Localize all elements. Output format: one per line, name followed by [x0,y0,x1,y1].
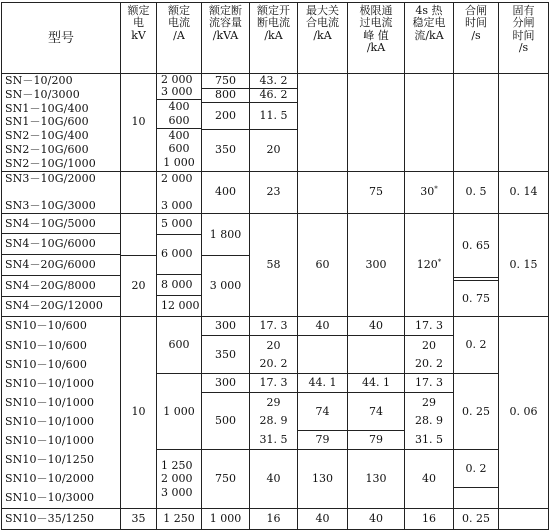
close-time-value: 0. 65 [454,214,498,278]
model-cell: SN－10/200 SN－10/3000 SN1－10G/400 SN1－10G/600 SN2－10G/400 SN2－10G/600 SN2－10G/1000 [2,74,121,172]
close-time-cell [454,213,499,316]
close-time-value: 0. 75 [462,291,490,305]
making-cell: 60 [298,213,348,316]
header-making [298,3,348,74]
capacity-value: 350 [202,336,249,374]
capacity-subtable [202,74,249,170]
voltage-subtable [121,214,156,316]
capacity-value: 800 [202,88,249,102]
table-row [2,171,549,213]
close-time-cell [454,316,499,508]
voltage-empty [121,214,156,256]
making-value: 44. 1 [298,374,347,393]
thermal-value: 20. 2 [405,355,453,374]
breaking-subtable [250,74,297,170]
close-time-subtable [454,214,498,316]
header-current [157,3,202,74]
voltage-cell: 10 [121,316,157,508]
header-breaking [250,3,298,74]
capacity-value: 3 000 [209,279,242,293]
breaking-value: 20. 2 [250,355,297,374]
header-text: /s [471,28,481,42]
header-peak [348,3,405,74]
breaking-value: 11. 5 [250,102,297,129]
header-voltage [121,3,157,74]
peak-empty [348,336,404,374]
breaking-value: 31. 5 [250,431,297,450]
breaking-value: 29 [266,395,281,409]
thermal-cell: 30* [405,171,454,213]
thermal-value: 28. 9 [415,414,443,428]
breaking-value: 46. 2 [250,88,297,102]
header-text: 极限通 [359,4,393,17]
table-row [2,213,549,316]
capacity-cell [202,213,250,316]
breaking-cell [250,316,298,508]
close-time-value: 0. 25 [454,374,498,450]
thermal-value: 20 [422,338,436,352]
peak-cell: 40 [348,508,405,529]
header-text: 分闸 [512,16,535,30]
header-text: 合电流 [306,16,339,30]
current-cell [157,74,202,172]
table-row [2,74,549,172]
breaking-value: 17. 3 [250,317,297,336]
current-value: 1 000 [157,374,201,450]
capacity-cell [202,316,250,508]
making-value: 40 [298,317,347,336]
current-value: 400 600 1 000 [163,128,195,170]
peak-cell: 75 [348,171,405,213]
close-time-cell [454,74,499,172]
voltage-cell: 10 [121,74,157,172]
breaking-cell: 23 [250,171,298,213]
current-cell [157,316,202,508]
header-text: 时间 [512,28,535,42]
header-text: 4s 热 [415,4,443,17]
header-close-time [454,3,499,74]
making-value: 130 [312,472,333,486]
header-capacity [202,3,250,74]
peak-value: 130 [365,472,387,486]
capacity-value: 300 [202,374,249,393]
header-text: /kA [313,28,332,42]
header-text: 额定 [127,4,150,17]
capacity-cell: 400 [202,171,250,213]
header-text: 固有 [512,4,535,17]
current-subtable: 5 000 6 000 8 000 12 000 [157,214,201,316]
breaking-value: 40 [266,472,281,486]
thermal-cell: 120* [405,213,454,316]
header-text: /s [518,40,529,54]
voltage-cell [121,171,157,213]
header-text: 流容量 [209,16,242,30]
capacity-value: 1 800 [202,214,249,256]
capacity-subtable [202,317,249,508]
voltage-cell [121,213,157,316]
thermal-cell: 16 [405,508,454,529]
model-cell [2,316,121,508]
thermal-value: 40 [422,472,436,486]
breaking-value: 28. 9 [259,414,288,428]
thermal-value: 31. 5 [405,431,453,450]
breaking-cell: 16 [250,508,298,529]
current-subtable [157,317,201,508]
header-open-time [499,3,549,74]
breaking-subtable [250,317,297,508]
header-text: /kVA [212,28,239,42]
current-value: 600 [157,317,201,374]
capacity-cell: 1 000 [202,508,250,529]
current-cell: 2 000 3 000 [157,171,202,213]
current-value: 400 600 [157,99,201,128]
current-value: 1 250 2 000 3 000 [161,458,193,500]
close-time-empty [454,488,498,508]
thermal-value: 17. 3 [405,317,453,336]
open-time-cell: 0. 06 [499,316,549,508]
peak-cell [348,316,405,508]
header-model-text: 型号 [47,30,74,46]
thermal-value: 17. 3 [405,374,453,393]
close-time-subtable [454,317,498,508]
breaking-value: 20 [266,142,281,156]
close-time-cell: 0. 25 [454,508,499,529]
current-value: 2 000 3 000 [157,74,201,99]
capacity-subtable [202,214,249,316]
model-subtable: SN10－10/600 SN10－10/600 SN10－10/600 SN10－10/1000 SN10－10/1000 SN10－10/1000 SN10－10/1000 SN10－10/1250 SN10－10/2000 SN10－10/3000 [5,319,95,505]
voltage-cell: 35 [121,508,157,529]
model-subtable: SN4－10G/5000 SN4－10G/6000 SN4－20G/6000 SN4－20G/8000 SN4－20G/12000 [2,214,120,316]
breaking-value: 17. 3 [250,374,297,393]
model-cell: SN3－10G/2000 SN3－10G/3000 [2,171,121,213]
making-value: 74 [298,393,347,431]
header-text: 额定开 [257,4,290,17]
header-text: 过电流 [359,16,393,30]
breaking-cell: 58 [250,213,298,316]
peak-cell [348,74,405,172]
thermal-cell [405,316,454,508]
breaker-spec-table [1,2,549,530]
table-row [2,508,549,529]
header-text: 额定断 [209,4,242,17]
header-text: 稳定电 [412,16,446,30]
capacity-cell [202,74,250,172]
header-text: /A [173,28,185,42]
open-time-cell: 0. 14 [499,171,549,213]
model-cell: SN10－35/1250 [2,508,121,529]
capacity-value: 350 [215,142,236,156]
capacity-value: 750 [215,472,236,486]
header-text: 电 [133,16,144,30]
breaking-value: 43. 2 [250,74,297,88]
current-cell [157,213,202,316]
header-text: /kA [366,40,386,54]
capacity-value: 750 [202,74,249,88]
close-time-value: 0. 2 [454,317,498,374]
header-text: 时间 [465,16,487,30]
header-text: 断电流 [257,16,290,30]
making-cell: 40 [298,508,348,529]
peak-value: 44. 1 [348,374,404,393]
header-text: /kA [264,28,283,42]
close-time-cell: 0. 5 [454,171,499,213]
open-time-cell [499,74,549,172]
peak-value: 40 [348,317,404,336]
voltage-value: 20 [131,279,146,293]
close-time-value: 0. 2 [454,450,498,488]
making-empty [298,336,347,374]
header-text: 最大关 [306,4,339,17]
header-row [2,3,549,74]
peak-value: 74 [348,393,404,431]
open-time-cell: 0. 15 [499,213,549,316]
current-subtable [157,74,201,170]
current-cell: 1 250 [157,508,202,529]
header-text: 峰 值 [363,28,389,42]
making-subtable [298,317,347,508]
table-row [2,316,549,508]
header-text: 额定 [168,4,190,17]
model-cell [2,213,121,316]
capacity-value: 300 [202,317,249,336]
peak-value: 79 [348,431,404,450]
header-text: kV [131,28,146,42]
peak-subtable [348,317,404,508]
thermal-cell [405,74,454,172]
open-time-cell [499,508,549,529]
breaking-cell [250,74,298,172]
making-cell [298,171,348,213]
making-cell [298,74,348,172]
capacity-value: 200 [202,102,249,129]
header-text: 流/kA [414,28,444,42]
thermal-subtable [405,317,453,508]
peak-cell: 300 [348,213,405,316]
header-thermal [405,3,454,74]
breaking-value: 20 [266,338,281,352]
header-text: 电流 [168,16,190,30]
making-cell [298,316,348,508]
capacity-value: 500 [202,393,249,450]
making-value: 79 [298,431,347,450]
thermal-value: 29 [422,395,436,409]
header-text: 合闸 [465,4,487,17]
header-model [2,3,121,74]
